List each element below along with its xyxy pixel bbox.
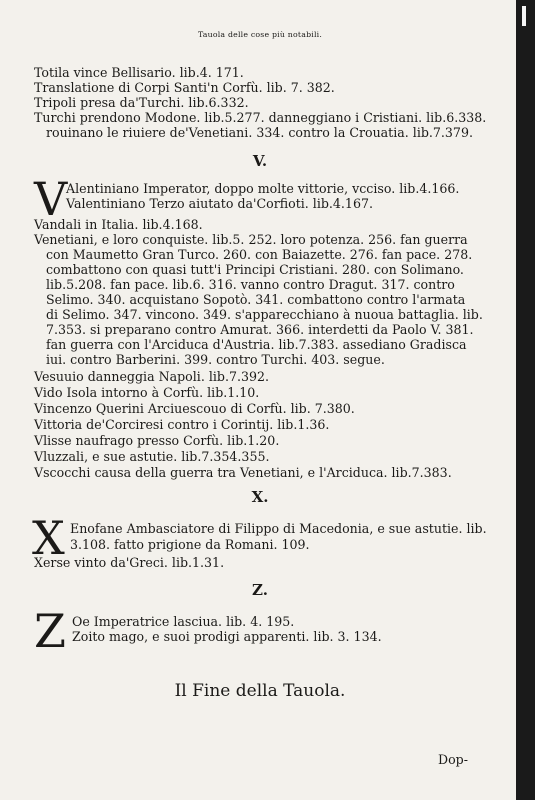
index-entry-continuation: lib.5.208. fan pace. lib.6. 316. vanno contro Dragut. 317. contro bbox=[46, 277, 455, 292]
index-entry-continuation: combattono con quasi tutt'i Principi Cristiani. 280. con Solimano. bbox=[46, 262, 464, 277]
drop-cap-v: V bbox=[34, 172, 68, 226]
index-entry: Vido Isola intorno à Corfù. lib.1.10. bbox=[34, 385, 260, 400]
finis-line: Il Fine della Tauola. bbox=[174, 681, 346, 701]
index-entry: Xerse vinto da'Greci. lib.1.31. bbox=[34, 555, 225, 570]
catchword: Dop- bbox=[438, 752, 468, 767]
index-entry-continuation: 7.353. si preparano contro Amurat. 366. interdetti da Paolo V. 381. bbox=[46, 322, 474, 337]
index-entry: Enofane Ambasciatore di Filippo di Macedonia, e sue astutie. lib. bbox=[70, 521, 487, 536]
index-entry-continuation: iui. contro Barberini. 399. contro Turchi. 403. segue. bbox=[46, 352, 385, 367]
index-entry: Translatione di Corpi Santi'n Corfù. lib. 7. 382. bbox=[34, 80, 335, 95]
index-entry-continuation: 3.108. fatto prigione da Romani. 109. bbox=[70, 537, 310, 552]
index-entry: Alentiniano Imperator, doppo molte vittorie, vcciso. lib.4.166. bbox=[66, 181, 460, 196]
section-heading-v: V. bbox=[252, 152, 268, 170]
index-entry: Oe Imperatrice lasciua. lib. 4. 195. bbox=[72, 614, 295, 629]
drop-cap-x: X bbox=[32, 511, 65, 565]
index-entry: Vlisse naufrago presso Corfù. lib.1.20. bbox=[34, 433, 280, 448]
index-entry-continuation: rouinano le riuiere de'Venetiani. 334. contro la Crouatia. lib.7.379. bbox=[46, 125, 473, 140]
index-entry-continuation: con Maumetto Gran Turco. 260. con Baiazette. 276. fan pace. 278. bbox=[46, 247, 473, 262]
scan-edge-mark bbox=[522, 6, 526, 26]
index-entry: Valentiniano Terzo aiutato da'Corfioti. lib.4.167. bbox=[66, 196, 373, 211]
index-entry-continuation: di Selimo. 347. vincono. 349. s'apparecchiano à nuoua battaglia. lib. bbox=[46, 307, 483, 322]
section-heading-x: X. bbox=[251, 488, 269, 506]
index-entry: Vandali in Italia. lib.4.168. bbox=[34, 217, 203, 232]
index-entry: Venetiani, e loro conquiste. lib.5. 252. loro potenza. 256. fan guerra bbox=[34, 232, 468, 247]
index-entry: Tripoli presa da'Turchi. lib.6.332. bbox=[34, 95, 249, 110]
index-entry: Totila vince Bellisario. lib.4. 171. bbox=[34, 65, 244, 80]
index-entry: Vincenzo Querini Arciuescouo di Corfù. lib. 7.380. bbox=[34, 401, 355, 416]
index-entry: Turchi prendono Modone. lib.5.277. danneggiano i Cristiani. lib.6.338. bbox=[34, 110, 487, 125]
drop-cap-z: Z bbox=[34, 604, 66, 658]
index-entry: Vluzzali, e sue astutie. lib.7.354.355. bbox=[34, 449, 270, 464]
scan-edge bbox=[516, 0, 535, 800]
index-entry-continuation: fan guerra con l'Arciduca d'Austria. lib.7.383. assediano Gradisca bbox=[46, 337, 467, 352]
section-heading-z: Z. bbox=[252, 581, 268, 599]
index-entry: Vesuuio danneggia Napoli. lib.7.392. bbox=[34, 369, 270, 384]
index-entry-continuation: Selimo. 340. acquistano Sopotò. 341. combattono contro l'armata bbox=[46, 292, 466, 307]
page-title: Tauola delle cose più notabili. bbox=[197, 30, 323, 39]
index-entry: Vscocchi causa della guerra tra Venetiani, e l'Arciduca. lib.7.383. bbox=[34, 465, 452, 480]
index-entry: Zoito mago, e suoi prodigi apparenti. lib. 3. 134. bbox=[72, 629, 382, 644]
index-entry: Vittoria de'Corciresi contro i Corintij. lib.1.36. bbox=[34, 417, 330, 432]
